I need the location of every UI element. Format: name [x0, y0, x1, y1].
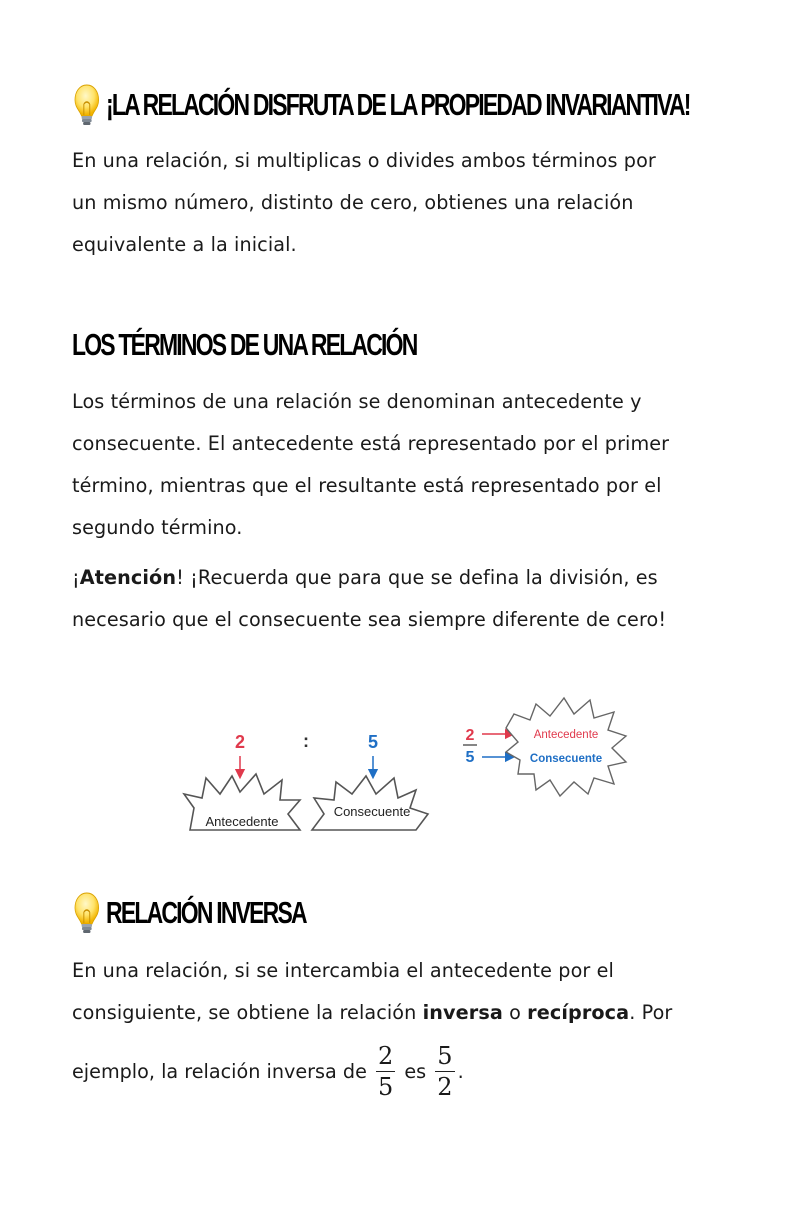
heading-text: ¡LA RELACIÓN DISFRUTA DE LA PROPIEDAD INVARIANTIVA!: [106, 86, 690, 122]
fraction-antecedent-label: Antecedente: [533, 729, 599, 741]
text-span: consiguiente, se obtiene la relación: [72, 1001, 423, 1024]
section-heading-terms: [72, 329, 417, 360]
text-line: consecuente. El antecedente está representado por el primer: [72, 432, 670, 455]
lightbulb-icon: [72, 890, 102, 934]
terms-figure: [180, 690, 640, 835]
fraction-numerator: 2: [378, 1041, 394, 1070]
consequent-label: Consecuente: [333, 804, 411, 819]
fraction-numerator: 5: [437, 1041, 453, 1070]
antecedent-value: 2: [234, 732, 246, 752]
inverse-example-line: [72, 1036, 732, 1106]
text-span: . Por: [629, 1001, 673, 1024]
text-span: ejemplo, la relación inversa de: [72, 1059, 373, 1083]
term-inversa: inversa: [422, 1001, 503, 1024]
paragraph-attention: [72, 557, 732, 641]
text-span: es: [398, 1059, 433, 1083]
heading-text: LOS TÉRMINOS DE UNA RELACIÓN: [72, 327, 417, 362]
attention-open: ¡: [72, 566, 80, 589]
heading-text: RELACIÓN INVERSA: [106, 894, 306, 930]
paragraph-terms: [72, 381, 732, 549]
fraction-inverse: [435, 1041, 454, 1101]
consequent-burst: [312, 776, 428, 830]
text-line: [72, 992, 732, 1034]
consequent-value: 5: [367, 732, 379, 752]
antecedent-label: Antecedente: [205, 814, 279, 829]
fraction-denominator: 5: [378, 1072, 394, 1101]
text-line: En una relación, si se intercambia el antecedente por el: [72, 959, 614, 982]
text-line: término, mientras que el resultante está representado por el: [72, 474, 662, 497]
paragraph-inverse: [72, 950, 732, 1034]
section-heading-invariant: [72, 82, 690, 126]
term-reciproca: recíproca: [527, 1001, 630, 1024]
fraction-denominator: 2: [437, 1072, 453, 1101]
text-span: .: [457, 1059, 464, 1083]
fraction-burst: [506, 698, 626, 796]
fraction-denominator: 5: [465, 749, 475, 766]
fraction-original: [376, 1041, 395, 1101]
attention-text: ! ¡Recuerda que para que se defina la división, es: [176, 566, 658, 589]
text-line: En una relación, si multiplicas o divides ambos términos por: [72, 149, 656, 172]
text-line: equivalente a la inicial.: [72, 233, 297, 256]
lightbulb-icon: [72, 82, 102, 126]
text-span: o: [502, 1001, 528, 1024]
ratio-separator: :: [303, 731, 309, 751]
text-line: necesario que el consecuente sea siempre diferente de cero!: [72, 608, 667, 631]
text-line: un mismo número, distinto de cero, obtienes una relación: [72, 191, 634, 214]
fraction-consequent-label: Consecuente: [529, 753, 603, 765]
fraction-numerator: 2: [465, 727, 475, 744]
text-line: [72, 557, 732, 599]
terms-figure-svg: [180, 690, 640, 835]
text-line: Los términos de una relación se denominan antecedente y: [72, 390, 642, 413]
text-line: segundo término.: [72, 516, 243, 539]
paragraph-invariant: [72, 140, 732, 266]
section-heading-inverse: [72, 890, 306, 934]
attention-label: Atención: [79, 566, 177, 589]
